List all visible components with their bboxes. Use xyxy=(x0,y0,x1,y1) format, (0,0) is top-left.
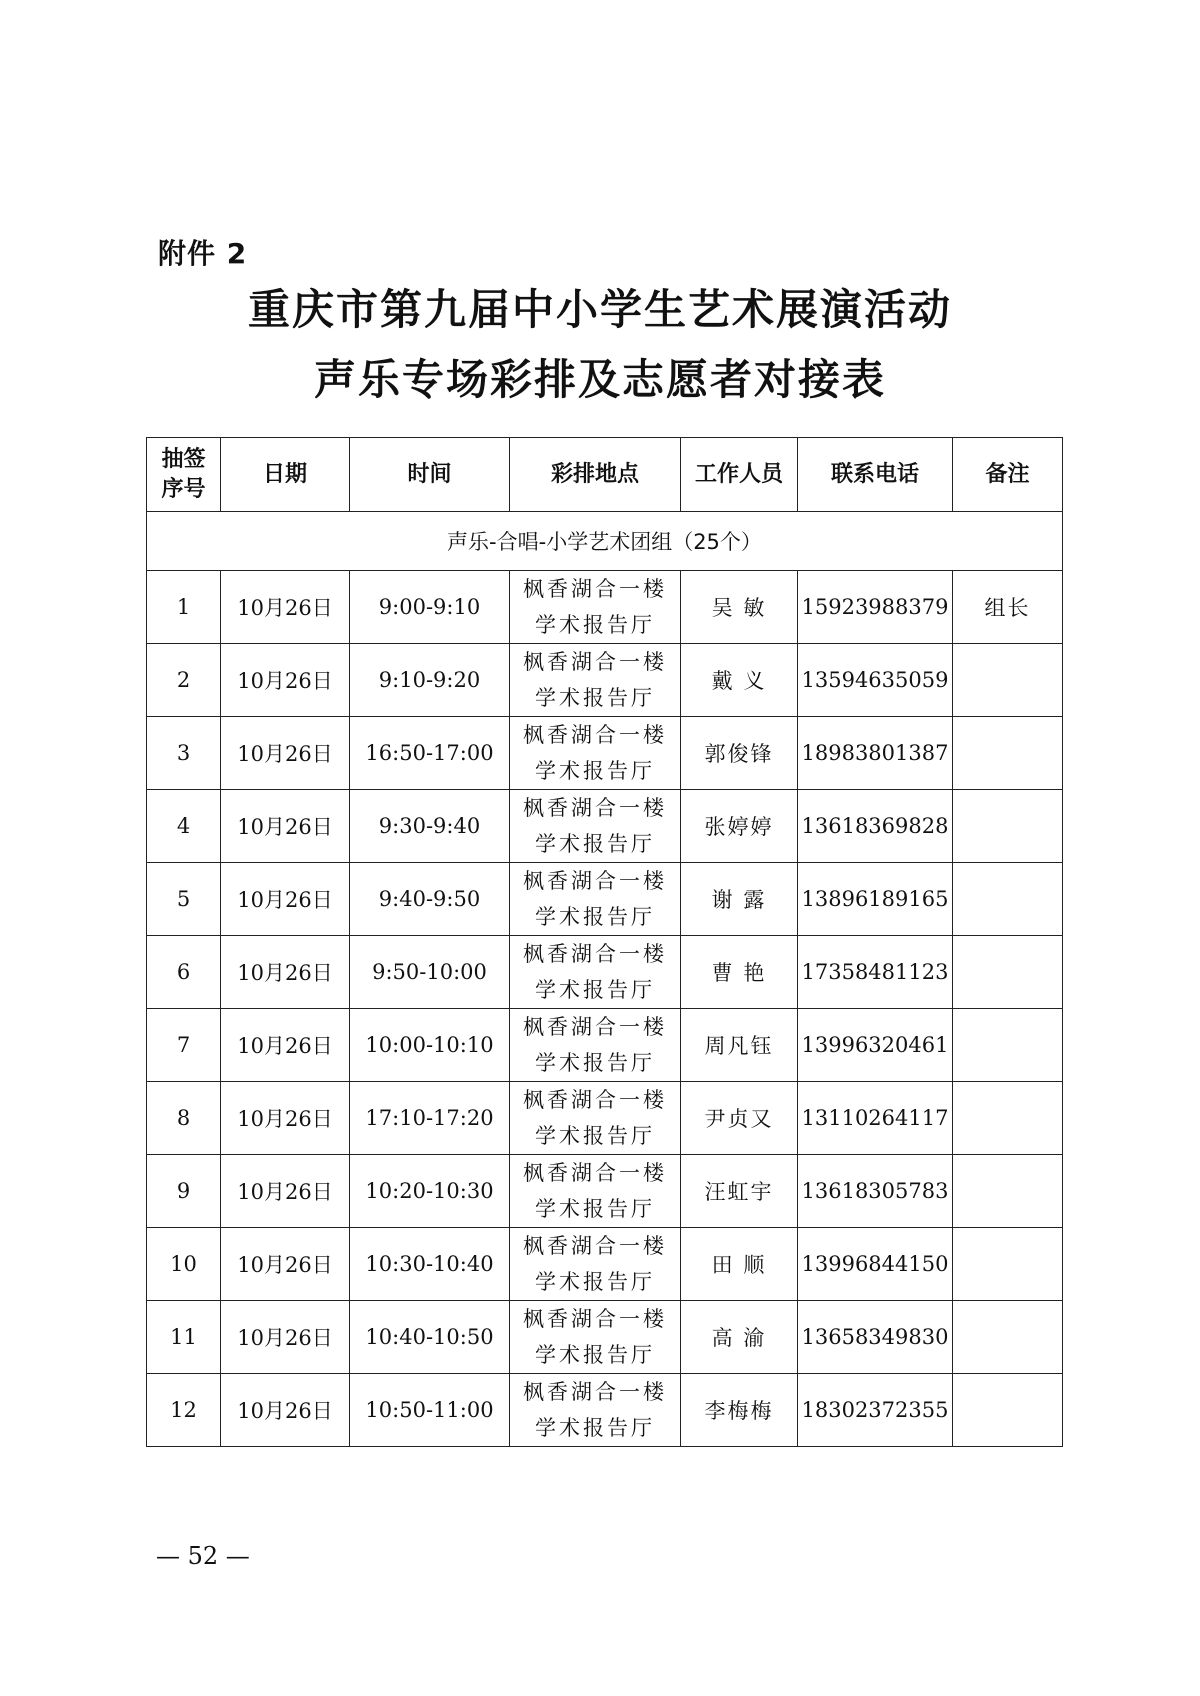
seq-cell: 12 xyxy=(147,1374,221,1447)
seq-cell: 1 xyxy=(147,571,221,644)
date-cell: 10月26日 xyxy=(221,790,350,863)
staff-cell: 吴 敏 xyxy=(681,571,798,644)
time-cell: 17:10-17:20 xyxy=(350,1082,510,1155)
header-date: 日期 xyxy=(221,438,350,512)
venue-line1: 枫香湖合一楼 xyxy=(523,650,667,674)
venue-line2: 学术报告厅 xyxy=(535,1343,655,1367)
phone-cell: 17358481123 xyxy=(798,936,953,1009)
schedule-table xyxy=(146,437,1063,1447)
note-cell xyxy=(953,717,1063,790)
date-cell: 10月26日 xyxy=(221,571,350,644)
note-cell xyxy=(953,863,1063,936)
table-row xyxy=(147,1374,1063,1447)
document-title-line2: 声乐专场彩排及志愿者对接表 xyxy=(313,355,886,404)
venue-line1: 枫香湖合一楼 xyxy=(523,1088,667,1112)
table-row xyxy=(147,1155,1063,1228)
time-cell: 10:50-11:00 xyxy=(350,1374,510,1447)
table-row xyxy=(147,571,1063,644)
venue-cell xyxy=(510,1155,681,1228)
seq-cell: 11 xyxy=(147,1301,221,1374)
seq-cell: 4 xyxy=(147,790,221,863)
table-header-row xyxy=(147,438,1063,512)
staff-cell: 李梅梅 xyxy=(681,1374,798,1447)
time-cell: 9:00-9:10 xyxy=(350,571,510,644)
venue-cell xyxy=(510,1228,681,1301)
venue-line1: 枫香湖合一楼 xyxy=(523,796,667,820)
time-cell: 9:50-10:00 xyxy=(350,936,510,1009)
seq-cell: 8 xyxy=(147,1082,221,1155)
note-cell xyxy=(953,644,1063,717)
venue-line2: 学术报告厅 xyxy=(535,686,655,710)
venue-line2: 学术报告厅 xyxy=(535,905,655,929)
note-cell xyxy=(953,1082,1063,1155)
table-row xyxy=(147,863,1063,936)
staff-cell: 汪虹宇 xyxy=(681,1155,798,1228)
time-cell: 9:10-9:20 xyxy=(350,644,510,717)
date-cell: 10月26日 xyxy=(221,863,350,936)
table-row xyxy=(147,644,1063,717)
phone-cell: 13618369828 xyxy=(798,790,953,863)
table-row xyxy=(147,1301,1063,1374)
table-row xyxy=(147,1009,1063,1082)
staff-cell: 周凡钰 xyxy=(681,1009,798,1082)
venue-line2: 学术报告厅 xyxy=(535,613,655,637)
phone-cell: 18983801387 xyxy=(798,717,953,790)
venue-cell xyxy=(510,1009,681,1082)
note-cell xyxy=(953,790,1063,863)
venue-line2: 学术报告厅 xyxy=(535,1270,655,1294)
note-cell xyxy=(953,1374,1063,1447)
venue-cell xyxy=(510,1374,681,1447)
staff-cell: 张婷婷 xyxy=(681,790,798,863)
header-note: 备注 xyxy=(953,438,1063,512)
venue-cell xyxy=(510,644,681,717)
staff-cell: 谢 露 xyxy=(681,863,798,936)
venue-line2: 学术报告厅 xyxy=(535,1197,655,1221)
time-cell: 10:20-10:30 xyxy=(350,1155,510,1228)
date-cell: 10月26日 xyxy=(221,1082,350,1155)
phone-cell: 13658349830 xyxy=(798,1301,953,1374)
date-cell: 10月26日 xyxy=(221,1374,350,1447)
phone-cell: 13594635059 xyxy=(798,644,953,717)
staff-cell: 田 顺 xyxy=(681,1228,798,1301)
venue-line1: 枫香湖合一楼 xyxy=(523,942,667,966)
time-cell: 16:50-17:00 xyxy=(350,717,510,790)
phone-cell: 13110264117 xyxy=(798,1082,953,1155)
note-cell xyxy=(953,1301,1063,1374)
venue-line1: 枫香湖合一楼 xyxy=(523,1380,667,1404)
header-phone: 联系电话 xyxy=(798,438,953,512)
venue-cell xyxy=(510,790,681,863)
seq-cell: 6 xyxy=(147,936,221,1009)
note-cell xyxy=(953,1009,1063,1082)
venue-line1: 枫香湖合一楼 xyxy=(523,1234,667,1258)
venue-line1: 枫香湖合一楼 xyxy=(523,869,667,893)
table-row xyxy=(147,1228,1063,1301)
phone-cell: 13996844150 xyxy=(798,1228,953,1301)
venue-line1: 枫香湖合一楼 xyxy=(523,1015,667,1039)
document-title-line1: 重庆市第九届中小学生艺术展演活动 xyxy=(247,285,952,334)
time-cell: 9:30-9:40 xyxy=(350,790,510,863)
seq-cell: 7 xyxy=(147,1009,221,1082)
table-row xyxy=(147,936,1063,1009)
time-cell: 10:00-10:10 xyxy=(350,1009,510,1082)
venue-cell xyxy=(510,717,681,790)
phone-cell: 13618305783 xyxy=(798,1155,953,1228)
staff-cell: 曹 艳 xyxy=(681,936,798,1009)
phone-cell: 13896189165 xyxy=(798,863,953,936)
time-cell: 10:40-10:50 xyxy=(350,1301,510,1374)
note-cell xyxy=(953,936,1063,1009)
header-staff: 工作人员 xyxy=(681,438,798,512)
venue-line2: 学术报告厅 xyxy=(535,832,655,856)
venue-line1: 枫香湖合一楼 xyxy=(523,1161,667,1185)
header-venue: 彩排地点 xyxy=(510,438,681,512)
header-seq-line1: 抽签 xyxy=(161,446,206,472)
venue-line2: 学术报告厅 xyxy=(535,1416,655,1440)
date-cell: 10月26日 xyxy=(221,1228,350,1301)
attachment-label: 附件 2 xyxy=(158,237,248,270)
venue-line2: 学术报告厅 xyxy=(535,759,655,783)
staff-cell: 高 渝 xyxy=(681,1301,798,1374)
venue-cell xyxy=(510,571,681,644)
time-cell: 10:30-10:40 xyxy=(350,1228,510,1301)
venue-line1: 枫香湖合一楼 xyxy=(523,1307,667,1331)
staff-cell: 戴 义 xyxy=(681,644,798,717)
staff-cell: 尹贞又 xyxy=(681,1082,798,1155)
seq-cell: 10 xyxy=(147,1228,221,1301)
venue-line2: 学术报告厅 xyxy=(535,978,655,1002)
note-cell: 组长 xyxy=(953,571,1063,644)
header-seq xyxy=(147,438,221,512)
date-cell: 10月26日 xyxy=(221,644,350,717)
seq-cell: 3 xyxy=(147,717,221,790)
venue-line2: 学术报告厅 xyxy=(535,1051,655,1075)
venue-cell xyxy=(510,936,681,1009)
time-cell: 9:40-9:50 xyxy=(350,863,510,936)
note-cell xyxy=(953,1228,1063,1301)
venue-line1: 枫香湖合一楼 xyxy=(523,723,667,747)
date-cell: 10月26日 xyxy=(221,936,350,1009)
seq-cell: 9 xyxy=(147,1155,221,1228)
header-time: 时间 xyxy=(350,438,510,512)
phone-cell: 15923988379 xyxy=(798,571,953,644)
date-cell: 10月26日 xyxy=(221,717,350,790)
table-row xyxy=(147,717,1063,790)
date-cell: 10月26日 xyxy=(221,1009,350,1082)
seq-cell: 2 xyxy=(147,644,221,717)
section-label: 声乐-合唱-小学艺术团组（25个） xyxy=(147,512,1063,571)
date-cell: 10月26日 xyxy=(221,1155,350,1228)
seq-cell: 5 xyxy=(147,863,221,936)
table-row xyxy=(147,790,1063,863)
phone-cell: 13996320461 xyxy=(798,1009,953,1082)
staff-cell: 郭俊锋 xyxy=(681,717,798,790)
venue-cell xyxy=(510,1082,681,1155)
venue-line2: 学术报告厅 xyxy=(535,1124,655,1148)
page-number: — 52 — xyxy=(156,1542,250,1570)
table-row xyxy=(147,1082,1063,1155)
date-cell: 10月26日 xyxy=(221,1301,350,1374)
header-seq-line2: 序号 xyxy=(161,476,206,502)
venue-line1: 枫香湖合一楼 xyxy=(523,577,667,601)
venue-cell xyxy=(510,863,681,936)
section-row xyxy=(147,512,1063,571)
phone-cell: 18302372355 xyxy=(798,1374,953,1447)
note-cell xyxy=(953,1155,1063,1228)
venue-cell xyxy=(510,1301,681,1374)
